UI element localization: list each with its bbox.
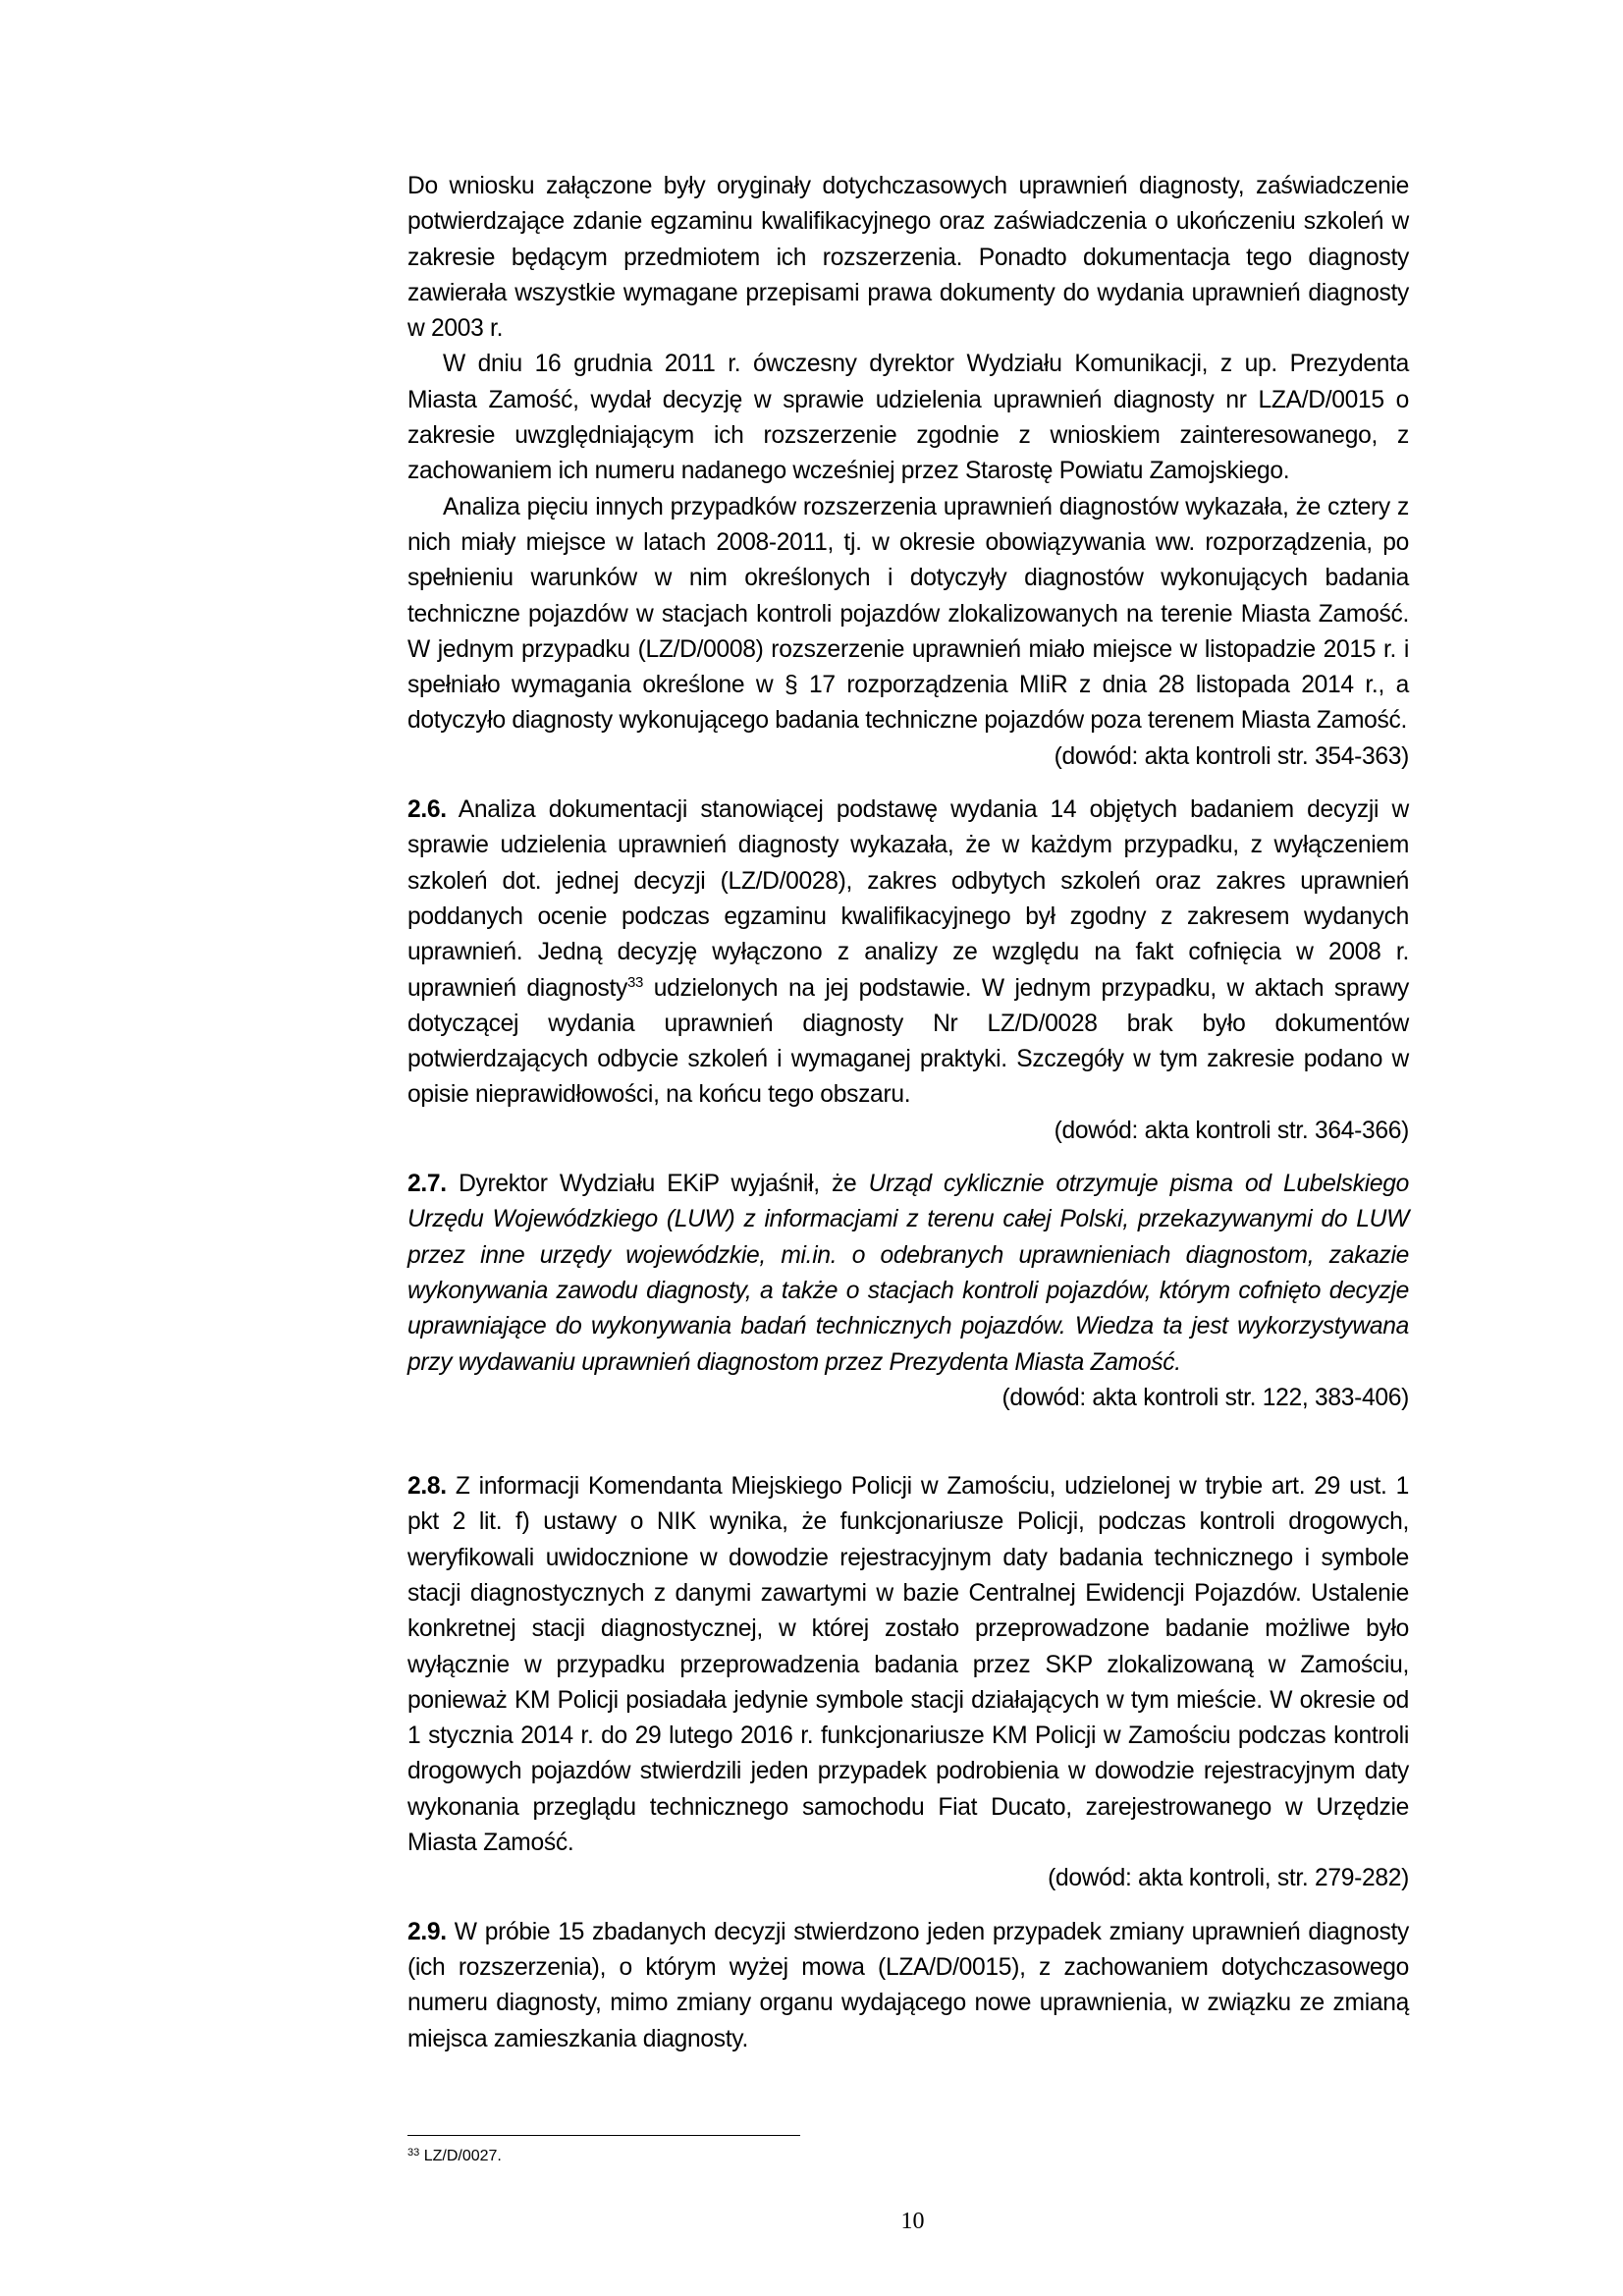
footnote-number: 33 bbox=[407, 2147, 420, 2159]
paragraph-decision-2011: W dniu 16 grudnia 2011 r. ówczesny dyrektor Wydziału Komunikacji, z up. Prezydenta Miasta Zamość, wydał decyzję w sprawie udzielenia uprawnień diagnosty nr LZA/D/0015 o zakresie uwzględniającym ich rozszerzenie zgodnie z wnioskiem zainteresowanego, z zachowaniem ich numeru nadanego wcześniej przez Starostę Powiatu Zamojskiego. bbox=[407, 351, 1409, 485]
evidence-reference: (dowód: akta kontroli str. 364-366) bbox=[1054, 1117, 1409, 1144]
quoted-explanation: Urząd cyklicznie otrzymuje pisma od Lubelskiego Urzędu Wojewódzkiego (LUW) z informacjami z terenu całej Polski, przekazywanymi do LUW przez inne urzędy wojewódzkie, mi.in. o odebranych uprawnieniach diagnostom, zakazie wykonywania zawodu diagnosty, a także o stacjach kontroli pojazdów, którym cofnięto decyzje uprawniające do wykonywania badań technicznych pojazdów. Wiedza ta jest wykorzystywana przy wydawaniu uprawnień diagnostom przez Prezydenta Miasta Zamość. bbox=[407, 1171, 1409, 1376]
paragraph-analysis-other-cases: Analiza pięciu innych przypadków rozszerzenia uprawnień diagnostów wykazała, że cztery z nich miały miejsce w latach 2008-2011, tj. w okresie obowiązywania ww. rozporządzenia, po spełnieniu warunków w nim określonych i dotyczyły diagnostów wykonujących badania techniczne pojazdów w stacjach kontroli pojazdów zlokalizowanych na terenie Miasta Zamość. W jednym przypadku (LZ/D/0008) rozszerzenie uprawnień miało miejsce w listopadzie 2015 r. i spełniało wymagania określone w § 17 rozporządzenia MIiR z dnia 28 listopada 2014 r., a dotyczyło diagnosty wykonującego badania techniczne pojazdów poza terenem Miasta Zamość. bbox=[407, 493, 1409, 735]
section-number: 2.9. bbox=[407, 1918, 447, 1945]
section-text: Z informacji Komendanta Miejskiego Policji w Zamościu, udzielonej w trybie art. 29 ust. 1 pkt 2 lit. f) ustawy o NIK wynika, że funkcjonariusze Policji, podczas kontroli drogowych, weryfikowali uwidocznione w dowodzie rejestracyjnym daty badania technicznego i symbole stacji diagnostycznych z danymi zawartymi w bazie Centralnej Ewidencji Pojazdów. Ustalenie konkretnej stacji diagnostycznej, w której zostało przeprowadzone badanie możliwe było wyłącznie w przypadku przeprowadzenia badania przez SKP zlokalizowaną w Zamościu, ponieważ KM Policji posiadała jedynie symbole stacji działających w tym mieście. W okresie od 1 stycznia 2014 r. do 29 lutego 2016 r. funkcjonariusze KM Policji w Zamościu podczas kontroli drogowych pojazdów stwierdzili jeden przypadek podrobienia w dowodzie rejestracyjnym daty wykonania przeglądu technicznego samochodu Fiat Ducato, zarejestrowanego w Urzędzie Miasta Zamość. bbox=[407, 1473, 1409, 1857]
section-lead-text: Dyrektor Wydziału EKiP wyjaśnił, że bbox=[446, 1171, 869, 1198]
section-number: 2.6. bbox=[407, 796, 447, 824]
section-number: 2.7. bbox=[407, 1171, 447, 1198]
section-2-7 bbox=[407, 1167, 1409, 1381]
section-text: Analiza dokumentacji stanowiącej podstawę wydania 14 objętych badaniem decyzji w sprawie udzielenia uprawnień diagnosty wykazała, że w każdym przypadku, z wyłączeniem szkoleń dot. jednej decyzji (LZ/D/0028), zakres odbytych szkoleń oraz zakres uprawnień poddanych ocenie podczas egzaminu kwalifikacyjnego był zgodny z zakresem wydanych uprawnień. Jedną decyzję wyłączono z analizy ze względu na fakt cofnięcia w 2008 r. uprawnień diagnosty bbox=[407, 796, 1409, 1002]
section-number: 2.8. bbox=[407, 1473, 447, 1501]
body-text bbox=[407, 169, 1409, 2057]
footnote-reference: 33 bbox=[627, 973, 644, 991]
footnote-text: LZ/D/0027. bbox=[419, 2148, 502, 2164]
evidence-reference: (dowód: akta kontroli str. 354-363) bbox=[1054, 742, 1409, 770]
section-2-6 bbox=[407, 793, 1409, 1114]
footnote bbox=[407, 2147, 502, 2166]
page-number: 10 bbox=[900, 2209, 925, 2234]
paragraph-attachments: Do wniosku załączone były oryginały dotychczasowych uprawnień diagnosty, zaświadczenie potwierdzające zdanie egzaminu kwalifikacyjnego oraz zaświadczenia o ukończeniu szkoleń w zakresie będącym przedmiotem ich rozszerzenia. Ponadto dokumentacja tego diagnosty zawierała wszystkie wymagane przepisami prawa dokumenty do wydania uprawnień diagnosty w 2003 r. bbox=[407, 173, 1409, 343]
section-text: W próbie 15 zbadanych decyzji stwierdzono jeden przypadek zmiany uprawnień diagnosty (ich rozszerzenia), o którym wyżej mowa (LZA/D/0015), z zachowaniem dotychczasowego numeru diagnosty, mimo zmiany organu wydającego nowe uprawnienia, w związku ze zmianą miejsca zamieszkania diagnosty. bbox=[407, 1918, 1409, 2052]
section-2-8 bbox=[407, 1469, 1409, 1861]
footnote-separator bbox=[407, 2135, 800, 2136]
evidence-reference: (dowód: akta kontroli, str. 279-282) bbox=[1048, 1865, 1409, 1892]
section-2-9 bbox=[407, 1915, 1409, 2057]
section-text-continued: udzielonych na jej podstawie. W jednym przypadku, w aktach sprawy dotyczącej wydania uprawnień diagnosty Nr LZ/D/0028 brak było dokumentów potwierdzających odbycie szkoleń i wymaganej praktyki. Szczegóły w tym zakresie podano w opisie nieprawidłowości, na końcu tego obszaru. bbox=[407, 974, 1409, 1109]
evidence-reference: (dowód: akta kontroli str. 122, 383-406) bbox=[1001, 1384, 1409, 1411]
